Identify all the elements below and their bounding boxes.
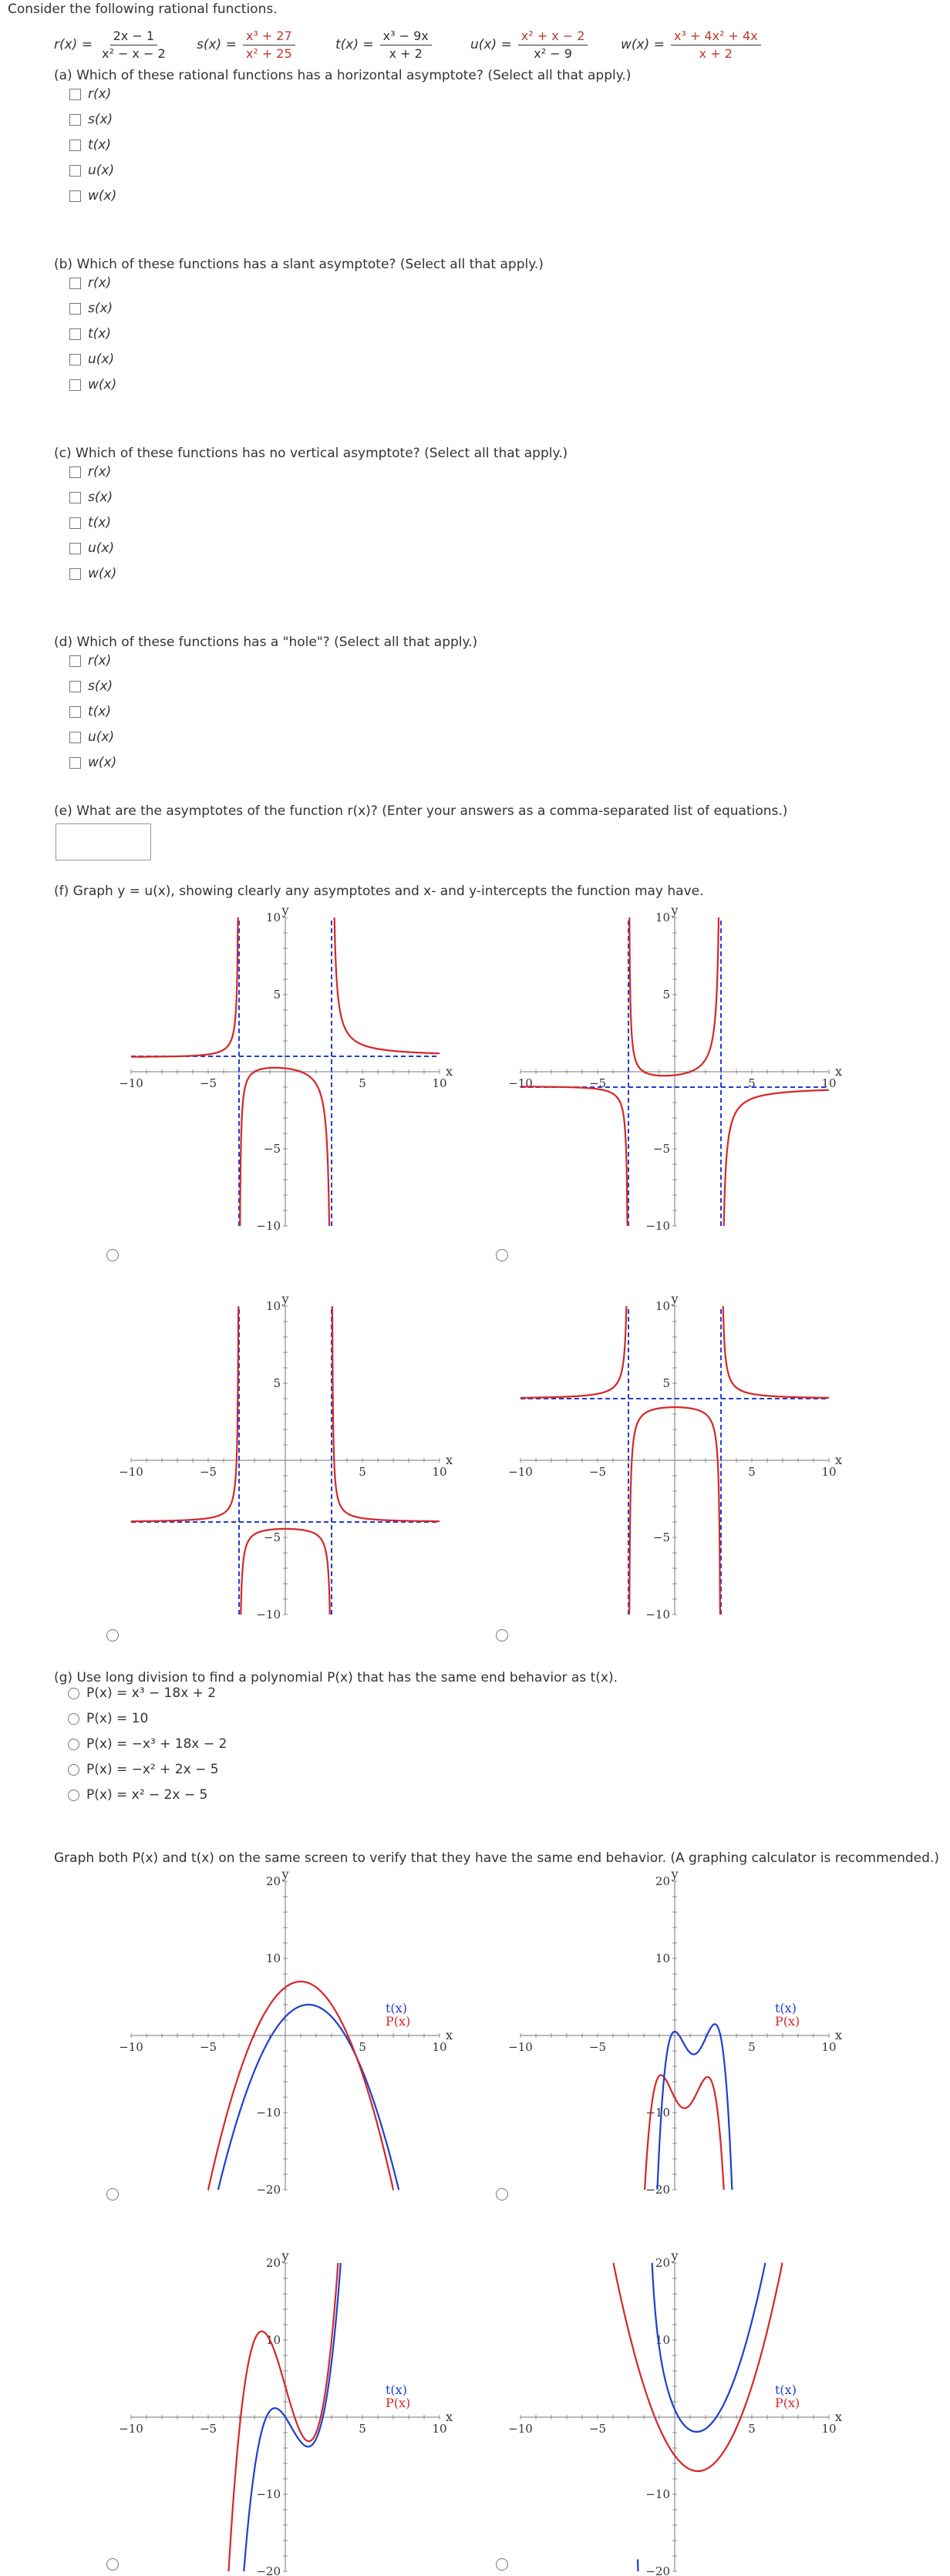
y-tick-label: 20 bbox=[265, 1874, 281, 1888]
numerator: x³ + 4x² + 4x bbox=[671, 28, 761, 45]
y-axis-label: y bbox=[281, 1867, 289, 1881]
radio-button[interactable] bbox=[68, 1764, 79, 1776]
u-curve bbox=[629, 918, 719, 1076]
graph-u-option-2 bbox=[508, 902, 843, 1257]
y-tick-label: 10 bbox=[265, 1299, 281, 1313]
numerator: x³ + 27 bbox=[243, 28, 295, 45]
function-fraction bbox=[243, 28, 295, 62]
x-axis-label: x bbox=[835, 1453, 843, 1467]
x-tick-label: −5 bbox=[588, 1076, 607, 1090]
function-label: u(x) = bbox=[470, 37, 512, 52]
checkbox-label: u(x) bbox=[88, 163, 115, 178]
denominator: x² + 25 bbox=[245, 45, 292, 61]
u-curve bbox=[520, 1306, 627, 1398]
radio-label: P(x) = x³ − 18x + 2 bbox=[86, 1685, 217, 1701]
y-tick-label: −20 bbox=[256, 2183, 281, 2197]
function-1 bbox=[197, 23, 295, 66]
u-curve bbox=[285, 1529, 329, 1615]
checkbox-label: w(x) bbox=[88, 566, 117, 581]
x-tick-label: −5 bbox=[199, 1465, 217, 1479]
radio-label: P(x) = 10 bbox=[86, 1711, 149, 1726]
checkbox-label: s(x) bbox=[88, 490, 113, 505]
x-tick-label: 5 bbox=[748, 1465, 756, 1479]
denominator: x² − 9 bbox=[534, 45, 572, 61]
x-axis-label: x bbox=[835, 2028, 843, 2042]
checkbox-option-a-3[interactable] bbox=[69, 161, 114, 180]
y-axis-label: y bbox=[281, 2248, 289, 2263]
checkbox[interactable] bbox=[69, 655, 81, 667]
options-g bbox=[69, 1684, 378, 1815]
graph-u-option-4-radio[interactable] bbox=[496, 1629, 508, 1642]
y-axis-label: y bbox=[671, 903, 679, 918]
x-tick-label: 10 bbox=[432, 1465, 447, 1479]
checkbox-option-a-2[interactable] bbox=[69, 136, 111, 154]
y-tick-label: −10 bbox=[256, 2487, 281, 2501]
question-a: (a) Which of these rational functions has a horizontal asymptote? (Select all that apply.) bbox=[54, 68, 632, 83]
checkbox-option-d-1[interactable] bbox=[69, 677, 113, 695]
radio-button[interactable] bbox=[68, 1790, 79, 1801]
function-fraction bbox=[518, 28, 588, 62]
checkbox[interactable] bbox=[69, 517, 81, 529]
checkbox[interactable] bbox=[69, 757, 81, 769]
x-tick-label: −10 bbox=[508, 1465, 533, 1479]
radio-button[interactable] bbox=[68, 1688, 79, 1699]
checkbox-option-b-0[interactable] bbox=[69, 274, 111, 292]
x-tick-label: −5 bbox=[199, 1076, 217, 1090]
x-axis-label: x bbox=[835, 1064, 843, 1079]
checkbox-label: t(x) bbox=[88, 137, 111, 153]
question-b: (b) Which of these functions has a slant asymptote? (Select all that apply.) bbox=[54, 257, 544, 272]
checkbox-label: s(x) bbox=[88, 301, 113, 316]
x-axis-label: x bbox=[446, 1453, 453, 1467]
y-tick-label: 10 bbox=[265, 1951, 281, 1965]
x-tick-label: −5 bbox=[199, 2040, 217, 2054]
y-tick-label: 5 bbox=[662, 1376, 670, 1390]
y-tick-label: 10 bbox=[265, 911, 281, 924]
y-axis-label: y bbox=[671, 1291, 679, 1306]
y-tick-label: −10 bbox=[256, 1219, 281, 1233]
function-fraction bbox=[671, 28, 761, 62]
p-curve bbox=[208, 1982, 394, 2190]
graph-pt-option-1 bbox=[119, 1866, 453, 2221]
x-tick-label: 10 bbox=[821, 2422, 837, 2436]
y-tick-label: −5 bbox=[652, 1530, 670, 1544]
y-tick-label: −10 bbox=[645, 1608, 670, 1621]
y-tick-label: 10 bbox=[265, 2333, 281, 2347]
question-f: (f) Graph y = u(x), showing clearly any asymptotes and x- and y-intercepts the function may have. bbox=[54, 884, 704, 899]
checkbox[interactable] bbox=[69, 190, 81, 202]
checkbox-label: u(x) bbox=[88, 729, 115, 745]
numerator: x² + x − 2 bbox=[518, 28, 588, 45]
function-label: w(x) = bbox=[621, 37, 665, 52]
checkbox[interactable] bbox=[69, 328, 81, 340]
graph-u-option-1-radio[interactable] bbox=[106, 1249, 119, 1261]
checkbox[interactable] bbox=[69, 706, 81, 718]
checkbox-label: w(x) bbox=[88, 377, 117, 392]
x-tick-label: 10 bbox=[821, 1076, 837, 1090]
checkbox-option-a-1[interactable] bbox=[69, 110, 113, 129]
graph-u-option-2-radio[interactable] bbox=[496, 1249, 508, 1261]
y-tick-label: −10 bbox=[645, 2487, 670, 2501]
numerator: 2x − 1 bbox=[110, 28, 157, 45]
denominator: x + 2 bbox=[389, 45, 423, 61]
y-tick-label: 20 bbox=[265, 2256, 281, 2270]
x-tick-label: −5 bbox=[588, 2040, 607, 2054]
u-curve bbox=[724, 1090, 830, 1226]
question-c: (c) Which of these functions has no vertical asymptote? (Select all that apply.) bbox=[54, 446, 568, 461]
legend-t: t(x) bbox=[386, 2382, 407, 2397]
graph-u-option-3 bbox=[119, 1291, 453, 1645]
x-tick-label: 10 bbox=[432, 1076, 447, 1090]
radio-option-g-2[interactable] bbox=[68, 1735, 227, 1753]
radio-button[interactable] bbox=[68, 1713, 79, 1725]
x-tick-label: −5 bbox=[199, 2422, 217, 2436]
y-tick-label: 5 bbox=[662, 988, 670, 1002]
x-tick-label: −10 bbox=[119, 2040, 143, 2054]
intro-text: Consider the following rational functions. bbox=[8, 2, 278, 17]
checkbox-option-b-3[interactable] bbox=[69, 350, 114, 369]
question-g: (g) Use long division to find a polynomial P(x) that has the same end behavior as t(x). bbox=[54, 1670, 618, 1685]
function-0 bbox=[54, 23, 169, 66]
legend-p: P(x) bbox=[775, 2396, 800, 2410]
denominator: x² − x − 2 bbox=[101, 45, 166, 61]
function-label: t(x) = bbox=[335, 37, 374, 52]
x-axis-label: x bbox=[446, 2028, 453, 2042]
graph-pt-option-2-radio[interactable] bbox=[496, 2188, 508, 2201]
u-curve bbox=[520, 1086, 628, 1226]
x-axis-label: x bbox=[835, 2409, 843, 2424]
checkbox[interactable] bbox=[69, 89, 81, 100]
checkbox[interactable] bbox=[69, 140, 81, 151]
x-tick-label: −10 bbox=[119, 1076, 143, 1090]
checkbox-option-b-1[interactable] bbox=[69, 299, 113, 318]
u-curve bbox=[131, 918, 238, 1057]
legend-t: t(x) bbox=[386, 2001, 407, 2015]
checkbox-option-c-1[interactable] bbox=[69, 488, 113, 507]
x-axis-label: x bbox=[446, 2409, 453, 2424]
checkbox-label: w(x) bbox=[88, 755, 117, 770]
y-tick-label: −10 bbox=[256, 1608, 281, 1621]
u-curve bbox=[335, 918, 440, 1053]
y-tick-label: 5 bbox=[273, 988, 281, 1002]
checkbox-option-a-4[interactable] bbox=[69, 187, 116, 205]
legend-t: t(x) bbox=[775, 2001, 797, 2015]
checkbox-label: t(x) bbox=[88, 326, 111, 342]
x-tick-label: −5 bbox=[588, 2422, 607, 2436]
x-tick-label: 10 bbox=[432, 2422, 447, 2436]
checkbox[interactable] bbox=[69, 681, 81, 692]
options-a bbox=[69, 85, 224, 216]
checkbox[interactable] bbox=[69, 278, 81, 289]
radio-button[interactable] bbox=[68, 1739, 79, 1750]
checkbox-option-b-2[interactable] bbox=[69, 325, 111, 343]
y-tick-label: 10 bbox=[655, 1951, 670, 1965]
function-4 bbox=[621, 23, 761, 66]
checkbox[interactable] bbox=[69, 165, 81, 177]
checkbox-option-d-2[interactable] bbox=[69, 702, 111, 721]
checkbox-label: s(x) bbox=[88, 112, 113, 127]
legend-p: P(x) bbox=[386, 2396, 411, 2410]
question-d: (d) Which of these functions has a "hole"? (Select all that apply.) bbox=[54, 635, 478, 650]
graph-u-option-3-radio[interactable] bbox=[106, 1629, 119, 1642]
y-tick-label: −5 bbox=[652, 1142, 670, 1156]
graph-pt-option-2 bbox=[508, 1866, 843, 2221]
checkbox-label: t(x) bbox=[88, 515, 111, 530]
checkbox[interactable] bbox=[69, 543, 81, 554]
x-tick-label: 10 bbox=[821, 1465, 837, 1479]
options-c bbox=[69, 463, 224, 594]
denominator: x + 2 bbox=[699, 45, 733, 61]
radio-option-g-0[interactable] bbox=[68, 1684, 216, 1702]
u-curve bbox=[131, 1306, 238, 1521]
y-tick-label: 10 bbox=[655, 911, 670, 924]
checkbox[interactable] bbox=[69, 466, 81, 478]
y-tick-label: 10 bbox=[655, 1299, 670, 1313]
y-tick-label: −20 bbox=[256, 2564, 281, 2576]
legend-t: t(x) bbox=[775, 2382, 797, 2397]
radio-label: P(x) = −x³ + 18x − 2 bbox=[86, 1736, 227, 1752]
x-tick-label: −10 bbox=[508, 2040, 533, 2054]
x-tick-label: 5 bbox=[359, 1465, 366, 1479]
checkbox[interactable] bbox=[69, 568, 81, 580]
y-axis-label: y bbox=[281, 903, 289, 918]
graph-instruction: Graph both P(x) and t(x) on the same screen to verify that they have the same end behavior. (A graphing calculator is recommended.) bbox=[54, 1850, 939, 1866]
checkbox[interactable] bbox=[69, 303, 81, 315]
numerator: x³ − 9x bbox=[380, 28, 432, 45]
u-curve bbox=[723, 1306, 830, 1398]
y-tick-label: −20 bbox=[645, 2564, 670, 2576]
options-d bbox=[69, 652, 224, 783]
x-tick-label: −10 bbox=[119, 1465, 143, 1479]
checkbox[interactable] bbox=[69, 354, 81, 365]
graph-pt-option-3 bbox=[119, 2248, 453, 2576]
checkbox-option-c-2[interactable] bbox=[69, 514, 111, 532]
y-tick-label: 20 bbox=[655, 1874, 670, 1888]
y-tick-label: 5 bbox=[273, 1376, 281, 1390]
radio-label: P(x) = −x² + 2x − 5 bbox=[86, 1762, 219, 1777]
y-axis-label: y bbox=[281, 1291, 289, 1306]
radio-option-g-4[interactable] bbox=[68, 1786, 207, 1804]
graph-pt-option-4-radio[interactable] bbox=[496, 2558, 508, 2571]
x-tick-label: 10 bbox=[821, 2040, 837, 2054]
checkbox-option-d-3[interactable] bbox=[69, 728, 114, 746]
question-e: (e) What are the asymptotes of the function r(x)? (Enter your answers as a comma-separated list of equations.) bbox=[54, 803, 788, 819]
graph-u-option-1 bbox=[119, 902, 453, 1257]
checkbox-label: s(x) bbox=[88, 679, 113, 694]
checkbox[interactable] bbox=[69, 492, 81, 503]
x-tick-label: 5 bbox=[359, 2422, 366, 2436]
x-tick-label: 5 bbox=[748, 1076, 756, 1090]
y-axis-label: y bbox=[671, 1867, 679, 1881]
x-tick-label: −10 bbox=[119, 2422, 143, 2436]
y-tick-label: −10 bbox=[645, 2106, 670, 2120]
graph-pt-option-1-radio[interactable] bbox=[106, 2188, 119, 2201]
asymptotes-answer-input[interactable] bbox=[56, 823, 151, 860]
y-tick-label: 20 bbox=[655, 2256, 670, 2270]
graph-pt-option-3-radio[interactable] bbox=[106, 2558, 119, 2571]
checkbox-label: u(x) bbox=[88, 540, 115, 556]
y-tick-label: 10 bbox=[655, 2333, 670, 2347]
x-axis-label: x bbox=[446, 1064, 453, 1079]
x-tick-label: −10 bbox=[508, 1076, 533, 1090]
checkbox-label: r(x) bbox=[88, 86, 112, 102]
checkbox[interactable] bbox=[69, 379, 81, 391]
checkbox-option-a-0[interactable] bbox=[69, 85, 111, 103]
radio-label: P(x) = x² − 2x − 5 bbox=[86, 1787, 208, 1803]
checkbox-label: u(x) bbox=[88, 352, 115, 367]
radio-option-g-1[interactable] bbox=[68, 1709, 148, 1728]
x-tick-label: 10 bbox=[432, 2040, 447, 2054]
checkbox-option-c-0[interactable] bbox=[69, 463, 111, 481]
checkbox-option-b-4[interactable] bbox=[69, 375, 116, 394]
checkbox-label: w(x) bbox=[88, 188, 117, 204]
x-tick-label: 5 bbox=[359, 1076, 366, 1090]
x-tick-label: 5 bbox=[359, 2040, 366, 2054]
legend-p: P(x) bbox=[386, 2014, 411, 2029]
y-tick-label: −20 bbox=[645, 2183, 670, 2197]
u-curve bbox=[240, 1068, 329, 1226]
function-definitions bbox=[54, 23, 941, 66]
function-label: r(x) = bbox=[54, 37, 93, 52]
checkbox-label: r(x) bbox=[88, 275, 112, 291]
function-fraction bbox=[380, 28, 432, 62]
graph-pt-option-4 bbox=[508, 2248, 843, 2576]
x-tick-label: −10 bbox=[508, 2422, 533, 2436]
y-tick-label: −10 bbox=[256, 2106, 281, 2120]
checkbox-label: r(x) bbox=[88, 464, 112, 480]
x-tick-label: 5 bbox=[748, 2422, 756, 2436]
checkbox-option-c-4[interactable] bbox=[69, 564, 116, 583]
x-tick-label: −5 bbox=[588, 1465, 607, 1479]
function-fraction bbox=[99, 28, 169, 62]
y-tick-label: −10 bbox=[645, 1219, 670, 1233]
x-tick-label: 5 bbox=[748, 2040, 756, 2054]
y-axis-label: y bbox=[671, 2248, 679, 2263]
checkbox[interactable] bbox=[69, 114, 81, 126]
p-curve bbox=[645, 2075, 724, 2190]
u-curve bbox=[332, 1306, 440, 1521]
radio-option-g-3[interactable] bbox=[68, 1760, 219, 1779]
t-curve bbox=[652, 2263, 765, 2432]
y-tick-label: −5 bbox=[263, 1142, 281, 1156]
graph-u-option-4 bbox=[508, 1291, 843, 1645]
checkbox-option-d-4[interactable] bbox=[69, 753, 116, 772]
p-curve bbox=[613, 2263, 783, 2471]
t-curve bbox=[218, 2005, 399, 2190]
checkbox-label: t(x) bbox=[88, 704, 111, 719]
legend-p: P(x) bbox=[775, 2014, 800, 2029]
checkbox-option-c-3[interactable] bbox=[69, 539, 114, 557]
function-2 bbox=[335, 23, 432, 66]
y-tick-label: −5 bbox=[263, 1530, 281, 1544]
checkbox-option-d-0[interactable] bbox=[69, 652, 111, 670]
checkbox-label: r(x) bbox=[88, 653, 112, 668]
options-b bbox=[69, 274, 224, 405]
checkbox[interactable] bbox=[69, 732, 81, 743]
function-label: s(x) = bbox=[197, 37, 237, 52]
function-3 bbox=[470, 23, 588, 66]
